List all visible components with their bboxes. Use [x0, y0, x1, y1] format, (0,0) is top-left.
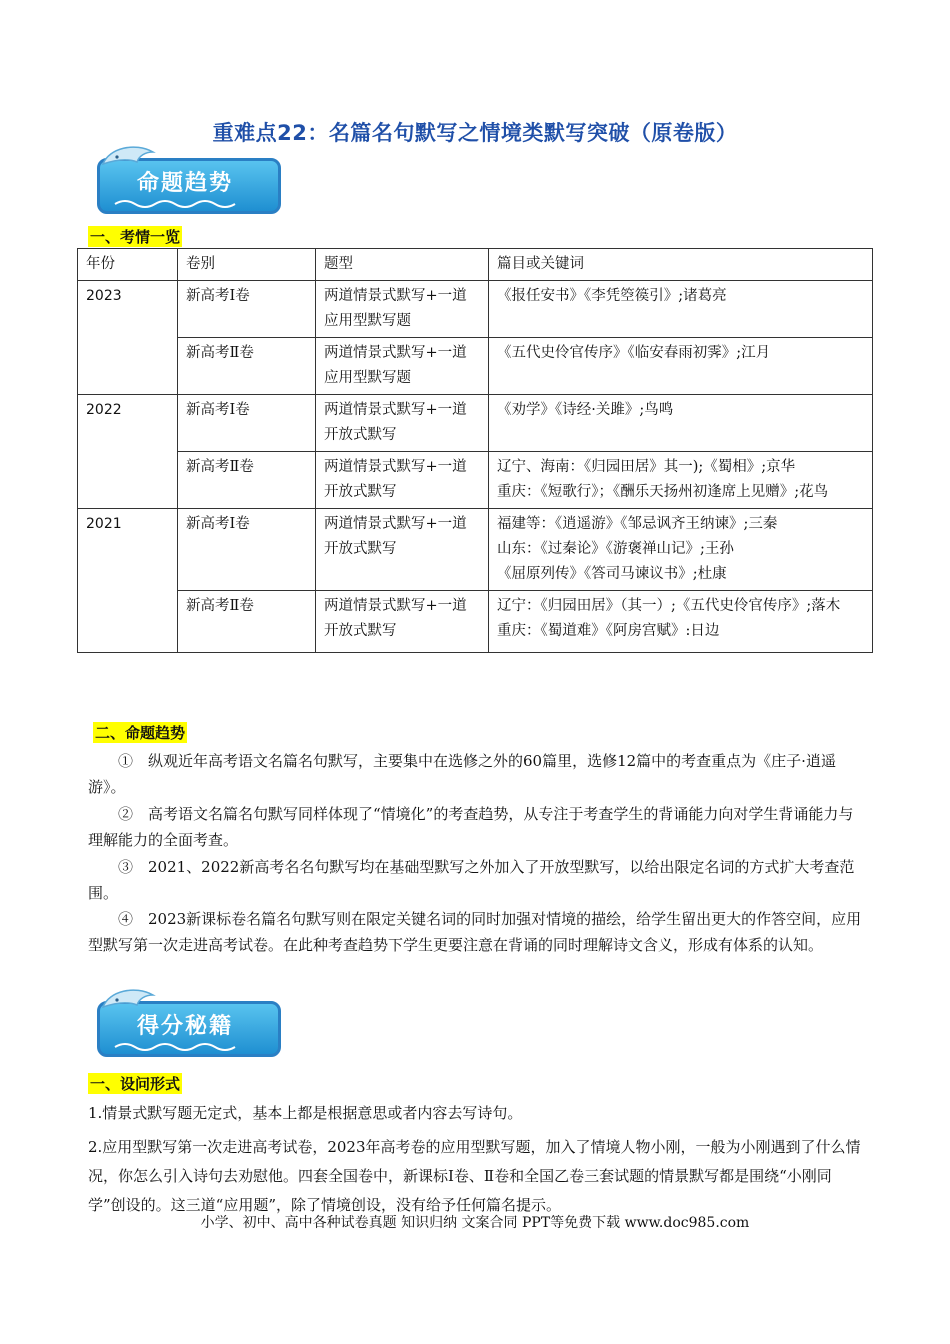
banner-tips-label: 得分秘籍 [137, 1014, 234, 1039]
table-row [78, 509, 873, 591]
year-cell: 2023 [78, 281, 178, 395]
page-footer: 小学、初中、高中各种试卷真题 知识归纳 文案合同 PPT等免费下载 www.doc985.com [200, 1215, 750, 1231]
content-cell: 辽宁：《归园田居》（其一）;《五代史伶官传序》;落木 重庆：《蜀道难》《阿房宫赋》:日边 [489, 591, 873, 653]
paper-cell: 新高考Ⅱ卷 [178, 452, 316, 509]
paper-cell: 新高考Ⅰ卷 [178, 281, 316, 338]
table-row [78, 395, 873, 452]
paper-cell: 新高考Ⅰ卷 [178, 395, 316, 452]
table-row [78, 452, 873, 509]
paper-cell: 新高考Ⅰ卷 [178, 509, 316, 591]
section-heading-trend: 二、命题趋势 [95, 724, 186, 742]
exam-table [77, 248, 873, 653]
form-item-2: 2.应用型默写第一次走进高考试卷，2023年高考卷的应用型默写题，加入了情境人物小刚，一般为小刚遇到了什么情况，你怎么引入诗句去劝慰他。四套全国卷中，新课标Ⅰ卷、Ⅱ卷和全国乙卷三套试题的情景默写都是围绕“小刚同学”创设的。这三道“应用题”，除了情境创设，没有给予任何篇名提示。 [88, 1138, 861, 1214]
type-cell: 两道情景式默写+一道开放式默写 [316, 395, 489, 452]
header-type: 题型 [316, 249, 489, 281]
paper-cell: 新高考Ⅱ卷 [178, 591, 316, 653]
trend-item-3: ③ 2021、2022新高考名名句默写均在基础型默写之外加入了开放型默写，以给出限定名词的方式扩大考查范围。 [88, 858, 855, 902]
banner-tips [95, 985, 285, 1061]
banner-trend [95, 142, 285, 218]
type-cell: 两道情景式默写+一道应用型默写题 [316, 281, 489, 338]
header-paper: 卷别 [178, 249, 316, 281]
section-heading-question-form: 一、设问形式 [90, 1075, 181, 1093]
content-cell: 《五代史伶官传序》《临安春雨初霁》;江月 [489, 338, 873, 395]
content-cell: 《劝学》《诗经·关雎》;鸟鸣 [489, 395, 873, 452]
table-row [78, 338, 873, 395]
content-cell: 福建等：《逍遥游》《邹忌讽齐王纳谏》;三秦 山东：《过秦论》《游褒禅山记》;王孙 《屈原列传》《答司马谏议书》;杜康 [489, 509, 873, 591]
trend-item-1: ① 纵观近年高考语文名篇名句默写，主要集中在选修之外的60篇里，选修12篇中的考查重点为《庄子·逍遥游》。 [88, 752, 836, 796]
content-cell: 《报任安书》《李凭箜篌引》;诸葛亮 [489, 281, 873, 338]
table-header-row [78, 249, 873, 281]
table-row [78, 591, 873, 653]
type-cell: 两道情景式默写+一道应用型默写题 [316, 338, 489, 395]
trend-item-4: ④ 2023新课标卷名篇名句默写则在限定关键名词的同时加强对情境的描绘，给学生留出更大的作答空间，应用型默写第一次走进高考试卷。在此种考查趋势下学生更要注意在背诵的同时理解诗文含义，形成有体系的认知。 [88, 910, 862, 954]
year-cell: 2022 [78, 395, 178, 509]
page-title: 重难点22：名篇名句默写之情境类默写突破（原卷版） [212, 121, 738, 145]
type-cell: 两道情景式默写+一道开放式默写 [316, 509, 489, 591]
table-row [78, 281, 873, 338]
form-item-1: 1.情景式默写题无定式，基本上都是根据意思或者内容去写诗句。 [88, 1104, 523, 1122]
paper-cell: 新高考Ⅱ卷 [178, 338, 316, 395]
section-heading-exam-overview: 一、考情一览 [90, 228, 181, 246]
trend-item-2: ② 高考语文名篇名句默写同样体现了“情境化”的考查趋势，从专注于考查学生的背诵能力向对学生背诵能力与理解能力的全面考查。 [88, 805, 854, 849]
type-cell: 两道情景式默写+一道开放式默写 [316, 591, 489, 653]
content-cell: 辽宁、海南：《归园田居》其一);《蜀相》;京华 重庆：《短歌行》；《酬乐天扬州初逢席上见赠》;花鸟 [489, 452, 873, 509]
header-year: 年份 [78, 249, 178, 281]
banner-trend-label: 命题趋势 [137, 171, 234, 196]
header-content: 篇目或关键词 [489, 249, 873, 281]
year-cell: 2021 [78, 509, 178, 653]
type-cell: 两道情景式默写+一道开放式默写 [316, 452, 489, 509]
